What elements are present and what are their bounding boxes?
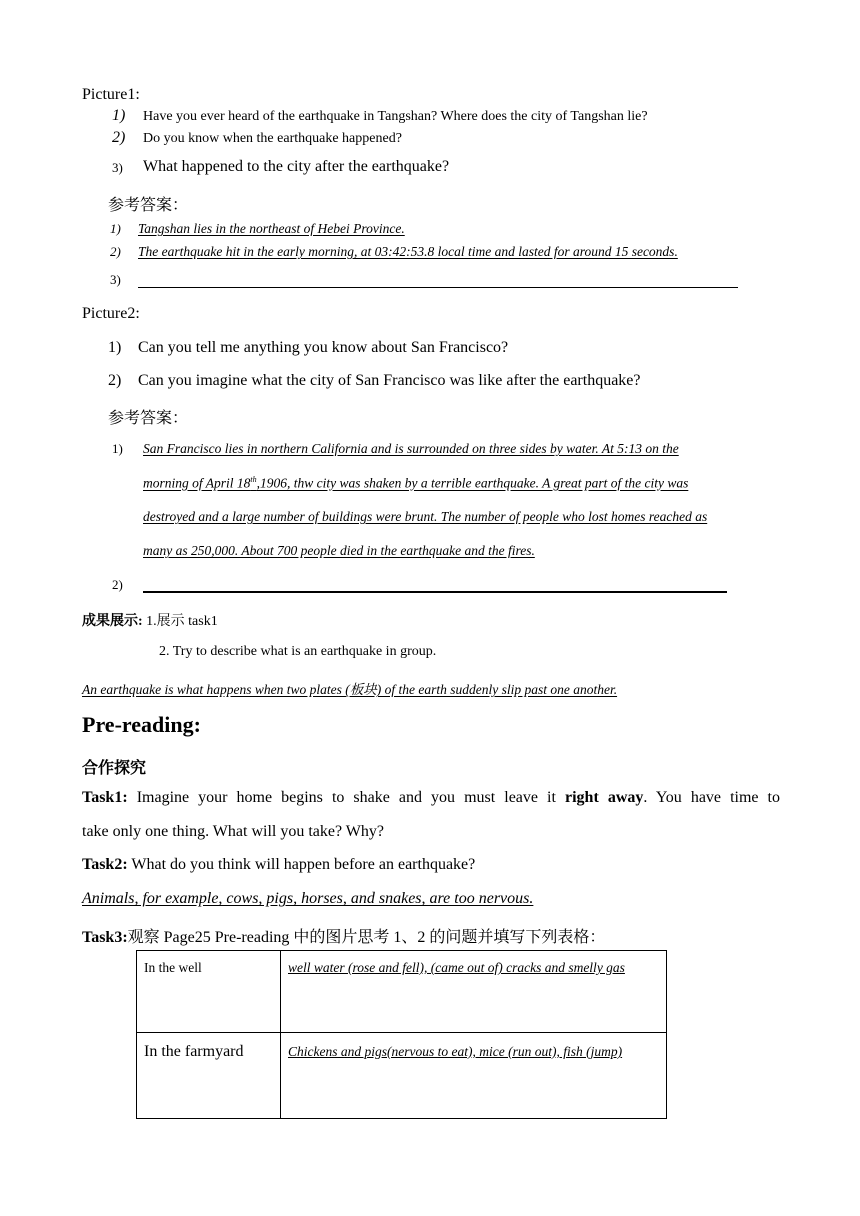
table-cell-place: In the well [137, 951, 281, 1033]
results-answer: An earthquake is what happens when two plates (板块) of the earth suddenly slip past one another. [82, 682, 618, 697]
table-cell-place: In the farmyard [137, 1033, 281, 1119]
picture1-heading: Picture1: [82, 86, 140, 103]
question-number: 1) [112, 107, 126, 124]
answer-text-line: destroyed and a large number of buildings were brunt. The number of people who lost homes reached as [143, 509, 708, 524]
question-number: 1) [108, 339, 122, 356]
task1-line-2: take only one thing. What will you take? Why? [82, 823, 384, 840]
task1-line: Task1: Imagine your home begins to shake and you must leave it right away. You have time to [82, 789, 780, 806]
answer-blank-line [143, 591, 727, 593]
task3-line: Task3:观察 Page25 Pre-reading 中的图片思考 1、2 的问题并填写下列表格： [82, 929, 606, 946]
task2-answer: Animals, for example, cows, pigs, horses, and snakes, are too nervous. [82, 890, 534, 907]
answer-table [136, 950, 667, 1119]
question-number: 3) [112, 160, 123, 175]
answer-number: 1) [110, 221, 121, 236]
answer-text-line: San Francisco lies in northern California and is surrounded on three sides by water. At 5:13 on the [143, 441, 679, 456]
question-number: 2) [108, 372, 122, 389]
answer-blank-line [138, 287, 738, 288]
answer-number: 2) [110, 244, 121, 259]
answer-text: The earthquake hit in the early morning, at 03:42:53.8 local time and lasted for around 15 seconds. [138, 244, 678, 259]
answer-label: 参考答案： [108, 410, 189, 427]
question-number: 2) [112, 129, 126, 146]
answer-text: Tangshan lies in the northeast of Hebei Province. [138, 221, 405, 236]
section-subtitle: 合作探究 [82, 760, 147, 777]
answer-text-line: many as 250,000. About 700 people died in the earthquake and the fires. [143, 543, 535, 558]
answer-label: 参考答案： [108, 197, 189, 214]
section-title: Pre-reading: [82, 712, 201, 737]
question-text: What happened to the city after the earthquake? [143, 158, 450, 175]
picture2-heading: Picture2: [82, 305, 140, 322]
table-row [137, 951, 667, 1033]
answer-number: 3) [110, 272, 121, 287]
answer-number: 1) [112, 441, 123, 456]
task2-line: Task2: What do you think will happen before an earthquake? [82, 856, 476, 873]
results-line: 成果展示: 1.展示 task1 [82, 614, 218, 629]
answer-number: 2) [112, 577, 123, 592]
table-row [137, 1033, 667, 1119]
results-item: 2. Try to describe what is an earthquake in group. [159, 644, 437, 659]
question-text: Have you ever heard of the earthquake in Tangshan? Where does the city of Tangshan lie? [143, 109, 648, 124]
answer-text-line: morning of April 18th,1906, thw city was shaken by a terrible earthquake. A great part of the city was [143, 475, 689, 491]
table-cell-answer: Chickens and pigs(nervous to eat), mice (run out), fish (jump) [281, 1033, 667, 1119]
question-text: Can you tell me anything you know about San Francisco? [138, 339, 509, 356]
question-text: Do you know when the earthquake happened? [143, 131, 402, 146]
question-text: Can you imagine what the city of San Francisco was like after the earthquake? [138, 372, 641, 389]
table-cell-answer: well water (rose and fell), (came out of) cracks and smelly gas [281, 951, 667, 1033]
